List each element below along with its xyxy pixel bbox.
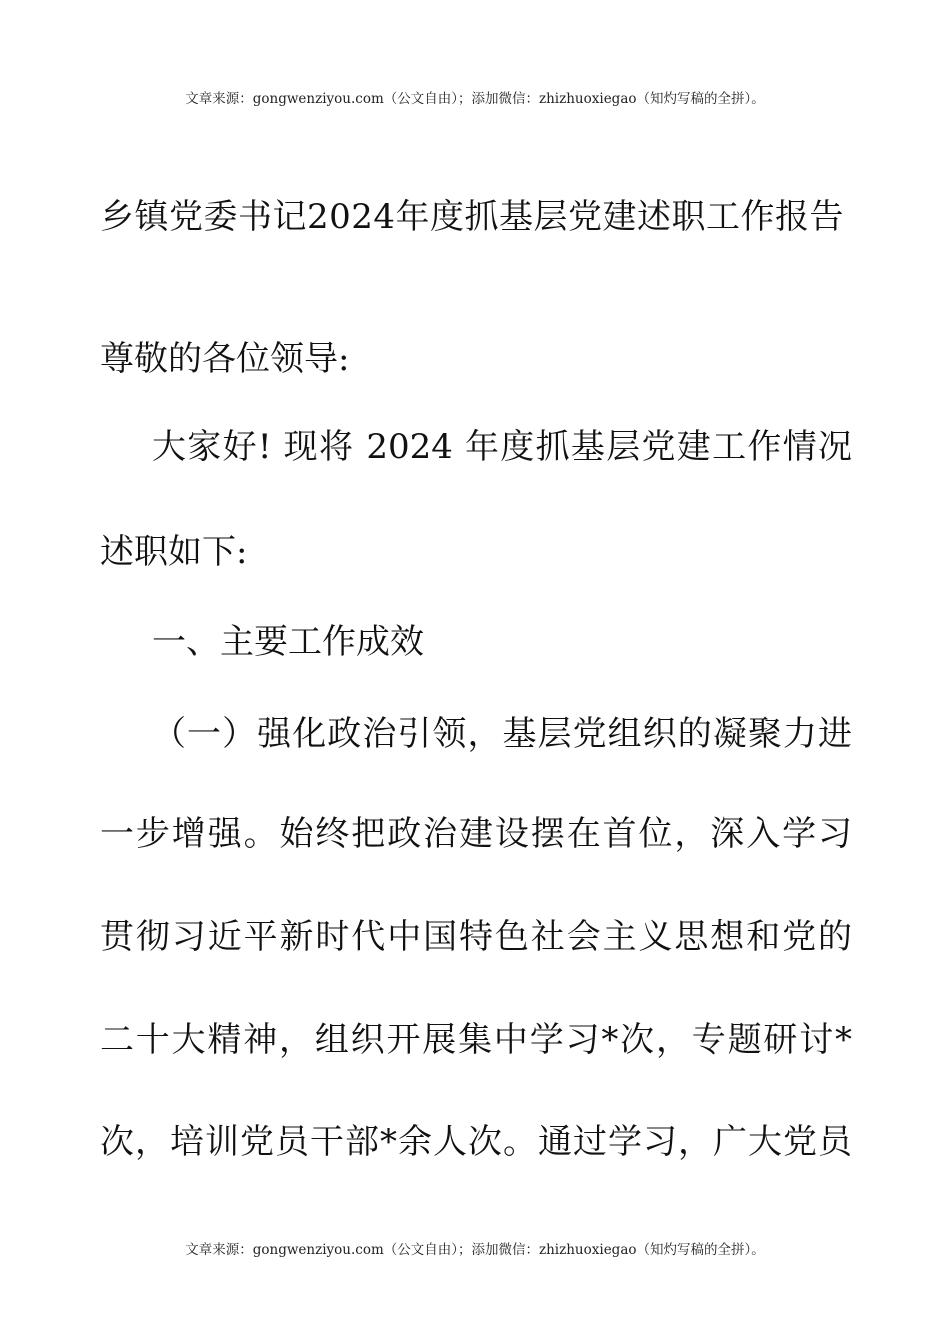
document-title: 乡镇党委书记2024年度抓基层党建述职工作报告	[100, 197, 845, 237]
paragraph-line: 次，培训党员干部*余人次。通过学习，广大党员	[100, 1122, 852, 1162]
salutation: 尊敬的各位领导:	[100, 339, 350, 379]
paragraph-line: 贯彻习近平新时代中国特色社会主义思想和党的	[100, 917, 852, 957]
paragraph-line: 大家好! 现将 2024 年度抓基层党建工作情况	[152, 427, 852, 467]
paragraph-line: 二十大精神，组织开展集中学习*次，专题研讨*	[100, 1020, 852, 1060]
source-note-header: 文章来源：gongwenziyou.com（公文自由）；添加微信：zhizhuoxiegao（知灼写稿的全拼）。	[185, 91, 765, 107]
paragraph-line: 述职如下:	[100, 532, 248, 572]
source-note-footer: 文章来源：gongwenziyou.com（公文自由）；添加微信：zhizhuoxiegao（知灼写稿的全拼）。	[185, 1242, 765, 1258]
paragraph-line: 一步增强。始终把政治建设摆在首位，深入学习	[100, 814, 852, 854]
subsection-heading: （一）强化政治引领，基层党组织的凝聚力进	[152, 714, 852, 754]
section-heading: 一、主要工作成效	[152, 622, 424, 662]
